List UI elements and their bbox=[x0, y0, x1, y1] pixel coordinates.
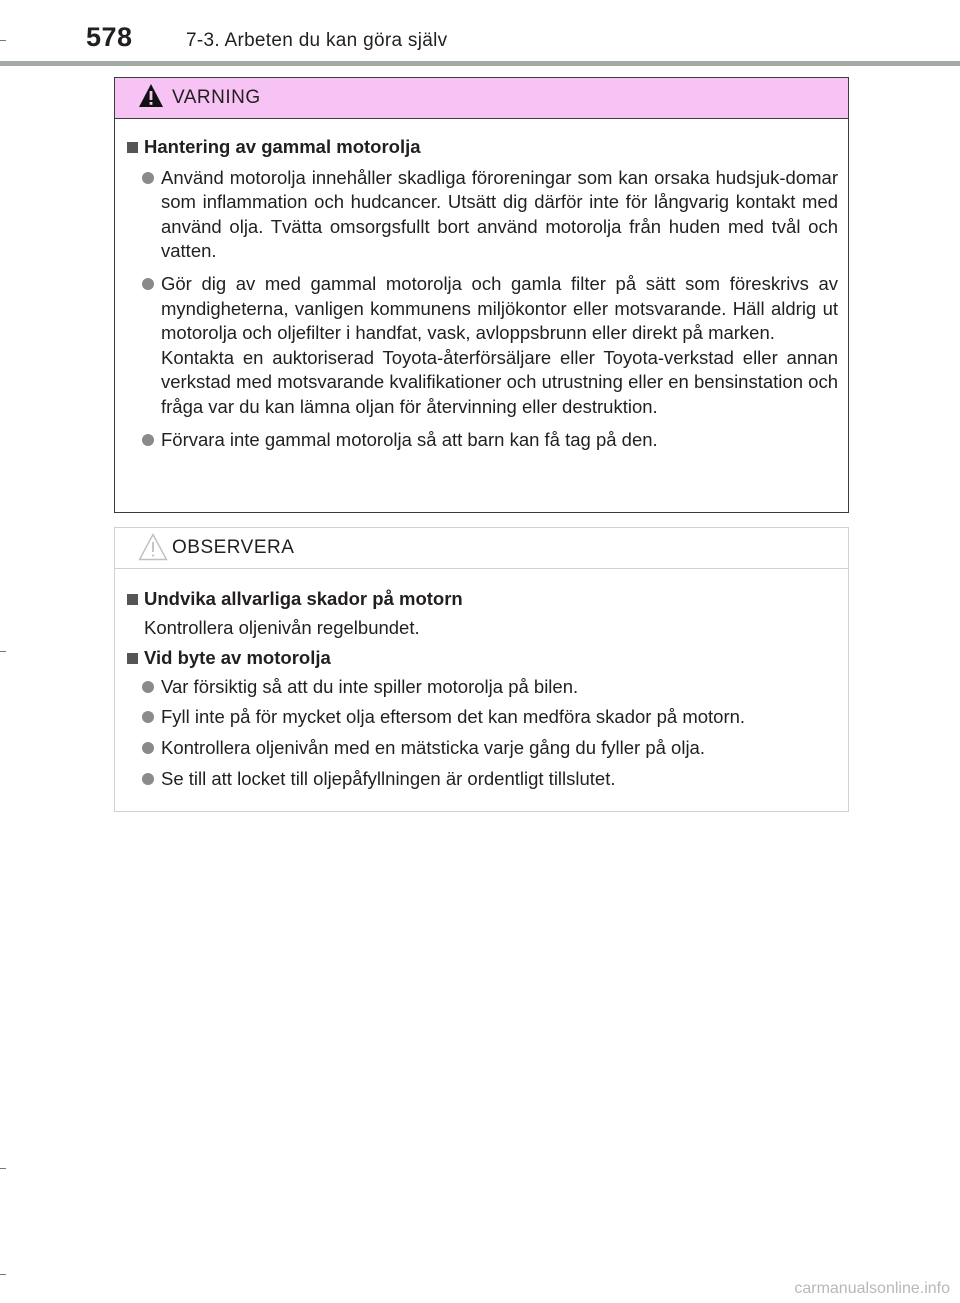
caution-triangle-outline-icon bbox=[138, 533, 168, 567]
round-bullet-icon bbox=[142, 711, 154, 723]
watermark-text: carmanualsonline.info bbox=[794, 1280, 950, 1297]
header-rule bbox=[0, 61, 960, 66]
square-bullet-icon bbox=[127, 142, 138, 153]
warning-triangle-filled-icon bbox=[138, 83, 164, 115]
notice-topic-label: Vid byte av motorolja bbox=[144, 647, 331, 669]
warning-topic-label: Hantering av gammal motorolja bbox=[144, 136, 421, 157]
notice-topic bbox=[127, 587, 838, 612]
list-item bbox=[127, 767, 838, 792]
list-item-text: Använd motorolja innehåller skadliga föroreningar som kan orsaka hudsjuk-domar som inflammation och hudcancer. Utsätt dig därför inte för långvarig kontakt med använd olja. Tvätta omsorgsfullt bort använd motorolja från huden med tvål och vatten. bbox=[161, 166, 838, 262]
list-item bbox=[127, 705, 838, 730]
warning-topic bbox=[127, 135, 838, 160]
round-bullet-icon bbox=[142, 434, 154, 446]
square-bullet-icon bbox=[127, 653, 138, 664]
list-item-text: Förvara inte gammal motorolja så att barn kan få tag på den. bbox=[161, 428, 658, 450]
list-item bbox=[127, 272, 838, 420]
square-bullet-icon bbox=[127, 594, 138, 605]
notice-topic-text: Kontrollera oljenivån regelbundet. bbox=[144, 616, 420, 638]
crop-mark bbox=[0, 651, 6, 652]
notice-topic-label: Undvika allvarliga skador på motorn bbox=[144, 588, 463, 609]
round-bullet-icon bbox=[142, 773, 154, 785]
page-number: 578 bbox=[86, 22, 133, 52]
round-bullet-icon bbox=[142, 172, 154, 184]
list-item-text: Fyll inte på för mycket olja eftersom det kan medföra skador på motorn. bbox=[161, 706, 746, 728]
notice-topic bbox=[127, 646, 838, 671]
list-item-text: Se till att locket till oljepåfyllningen är ordentligt tillslutet. bbox=[161, 767, 616, 789]
crop-mark bbox=[0, 40, 6, 41]
list-item bbox=[127, 166, 838, 264]
round-bullet-icon bbox=[142, 742, 154, 754]
list-item-text: Gör dig av med gammal motorolja och gamla filter på sätt som föreskrivs av myndigheterna, vanligen kommunens miljökontor eller motsvarande. Häll aldrig ut motorolja och oljefilter i handfat, vask, avloppsbrunn eller direkt på marken. bbox=[161, 272, 838, 344]
crop-mark bbox=[0, 1168, 6, 1169]
list-item bbox=[127, 736, 838, 761]
notice-box bbox=[114, 527, 849, 812]
warning-header bbox=[115, 78, 848, 119]
list-item-text: Var försiktig så att du inte spiller motorolja på bilen. bbox=[161, 675, 579, 697]
warning-title: VARNING bbox=[172, 87, 261, 108]
notice-title: OBSERVERA bbox=[172, 537, 295, 558]
crop-mark bbox=[0, 1274, 6, 1275]
round-bullet-icon bbox=[142, 278, 154, 290]
list-item-continuation: Kontakta en auktoriserad Toyota-återförsäljare eller Toyota-verkstad eller annan verkstad med motsvarande kvalifikationer och utrustning eller en bensinstation och fråga var du kan lämna oljan för återvinning eller destruktion. bbox=[161, 346, 838, 417]
warning-box bbox=[114, 77, 849, 513]
list-item bbox=[127, 675, 838, 700]
round-bullet-icon bbox=[142, 681, 154, 693]
list-item bbox=[127, 428, 838, 453]
section-title: 7-3. Arbeten du kan göra själv bbox=[186, 30, 448, 51]
list-item-text: Kontrollera oljenivån med en mätsticka varje gång du fyller på olja. bbox=[161, 736, 705, 758]
watermark-logo bbox=[712, 1276, 952, 1300]
notice-header bbox=[115, 528, 848, 569]
